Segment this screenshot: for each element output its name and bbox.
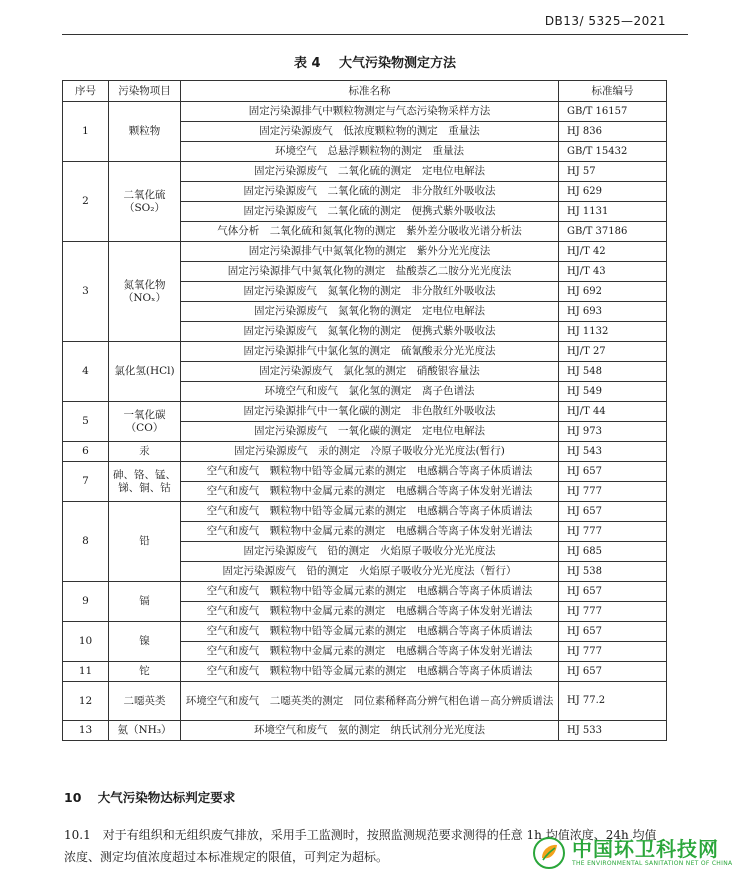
row-number: 4 [63,342,109,402]
row-number: 7 [63,462,109,502]
pollutant-item [109,662,181,682]
standard-name: 固定污染源废气 二氧化硫的测定 定电位电解法 [181,162,559,182]
watermark-subtext: THE ENVIRONMENTAL SANITATION NET OF CHINA [572,860,733,867]
standard-code: HJ 657 [559,622,667,642]
pollutant-name-line: 汞 [139,445,150,458]
pollutant-name-line: （SO₂） [123,201,165,214]
col-header-pollutant: 污染物项目 [109,81,181,102]
standard-code: HJ 657 [559,462,667,482]
pollutant-name-line: 二噁英类 [123,694,166,707]
standard-name: 气体分析 二氧化硫和氮氧化物的测定 紫外差分吸收光谱分析法 [181,222,559,242]
pollutant-item [109,622,181,662]
row-number: 6 [63,442,109,462]
standard-name: 固定污染源废气 铅的测定 火焰原子吸收分光光度法 [181,542,559,562]
site-watermark [532,833,742,873]
standard-name: 固定污染源排气中氯化氢的测定 硫氰酸汞分光光度法 [181,342,559,362]
pollutant-name-line: 一氧化碳 [123,409,166,422]
row-number: 12 [63,682,109,721]
standard-code: HJ 973 [559,422,667,442]
table-row [63,662,667,682]
pollutant-item [109,402,181,442]
standard-code: HJ 693 [559,302,667,322]
row-number: 2 [63,162,109,242]
standard-name: 空气和废气 颗粒物中铅等金属元素的测定 电感耦合等离子体质谱法 [181,662,559,682]
standard-name: 空气和废气 颗粒物中铅等金属元素的测定 电感耦合等离子体质谱法 [181,622,559,642]
standard-name: 固定污染源废气 氮氧化物的测定 非分散红外吸收法 [181,282,559,302]
paragraph-10-1: 10.1 对于有组织和无组织废气排放，采用手工监测时，按照监测规范要求测得的任意 1h 均值浓度、24h 均值浓度、测定均值浓度超过本标准规定的限值，可判定为超标。 [64,828,657,864]
pollutant-name-line: 镉 [139,595,150,608]
table-row [63,242,667,262]
table-header-row [63,81,667,102]
pollutant-name-line: 铅 [139,535,150,548]
table-row [63,162,667,182]
standard-code: HJ/T 42 [559,242,667,262]
pollutant-name-line: 锑、铜、钴 [118,481,171,494]
col-header-standard-code: 标准编号 [559,81,667,102]
pollutant-item [109,502,181,582]
standard-name: 固定污染源废气 低浓度颗粒物的测定 重量法 [181,122,559,142]
standard-code: GB/T 16157 [559,102,667,122]
standard-code: HJ 77.2 [559,682,667,721]
standard-name: 固定污染源废气 二氧化硫的测定 便携式紫外吸收法 [181,202,559,222]
standard-name: 环境空气和废气 二噁英类的测定 同位素稀释高分辨气相色谱－高分辨质谱法 [181,682,559,721]
section-heading [64,788,235,806]
table-row [63,402,667,422]
pollutant-name-line: 砷、铬、锰、 [113,469,176,482]
section-title: 大气污染物达标判定要求 [97,790,236,805]
pollutant-name-line: 颗粒物 [128,125,161,138]
standard-name: 固定污染源废气 氮氧化物的测定 便携式紫外吸收法 [181,322,559,342]
standard-name: 固定污染源排气中氮氧化物的测定 紫外分光光度法 [181,242,559,262]
row-number: 11 [63,662,109,682]
table-row [63,442,667,462]
standard-code: HJ 777 [559,602,667,622]
pollutant-item [109,462,181,502]
standard-code: HJ 1132 [559,322,667,342]
table-row [63,342,667,362]
pollutant-name-line: 氮氧化物 [123,279,166,292]
pollutant-item [109,682,181,721]
standard-code: HJ 549 [559,382,667,402]
leaf-logo-icon [532,836,566,870]
standard-name: 固定污染源废气 汞的测定 冷原子吸收分光光度法(暂行) [181,442,559,462]
standard-name: 环境空气和废气 氯化氢的测定 离子色谱法 [181,382,559,402]
standard-name: 固定污染源废气 铅的测定 火焰原子吸收分光光度法（暂行） [181,562,559,582]
standard-name: 固定污染源废气 氮氧化物的测定 定电位电解法 [181,302,559,322]
methods-table-body [63,102,667,741]
standard-code: HJ/T 44 [559,402,667,422]
table-caption [0,52,750,71]
standard-code: HJ 657 [559,582,667,602]
pollutant-name-line: 铊 [139,665,150,678]
section-number: 10 [64,790,82,805]
document-code: DB13/ 5325—2021 [544,14,666,28]
standard-name: 空气和废气 颗粒物中金属元素的测定 电感耦合等离子体发射光谱法 [181,482,559,502]
standard-name: 固定污染源排气中颗粒物测定与气态污染物采样方法 [181,102,559,122]
standard-name: 空气和废气 颗粒物中铅等金属元素的测定 电感耦合等离子体质谱法 [181,462,559,482]
standard-code: GB/T 15432 [559,142,667,162]
row-number: 8 [63,502,109,582]
pollutant-item [109,442,181,462]
standard-name: 固定污染源废气 二氧化硫的测定 非分散红外吸收法 [181,182,559,202]
methods-table [62,80,667,741]
pollutant-name-line: 镍 [139,635,150,648]
standard-name: 空气和废气 颗粒物中金属元素的测定 电感耦合等离子体发射光谱法 [181,642,559,662]
pollutant-item [109,342,181,402]
table-row [63,721,667,741]
standard-name: 固定污染源排气中氮氧化物的测定 盐酸萘乙二胺分光光度法 [181,262,559,282]
standard-name: 空气和废气 颗粒物中铅等金属元素的测定 电感耦合等离子体质谱法 [181,502,559,522]
header-rule [62,34,688,35]
pollutant-name-line: 氨（NH₃） [117,724,172,737]
watermark-text: 中国环卫科技网 [572,837,719,861]
table-caption-title: 大气污染物测定方法 [339,56,457,71]
table-row [63,622,667,642]
row-number: 5 [63,402,109,442]
standard-code: HJ 777 [559,482,667,502]
standard-name: 空气和废气 颗粒物中铅等金属元素的测定 电感耦合等离子体质谱法 [181,582,559,602]
standard-code: HJ 777 [559,522,667,542]
col-header-no: 序号 [63,81,109,102]
pollutant-item [109,582,181,622]
standard-code: HJ 548 [559,362,667,382]
standard-code: GB/T 37186 [559,222,667,242]
pollutant-name-line: 氯化氢(HCl) [114,365,175,378]
row-number: 1 [63,102,109,162]
pollutant-name-line: （CO） [125,421,164,434]
table-row [63,582,667,602]
standard-code: HJ 1131 [559,202,667,222]
table-caption-number: 表 4 [293,56,321,71]
pollutant-name-line: （NOₓ） [122,291,167,304]
table-row [63,462,667,482]
standard-code: HJ 57 [559,162,667,182]
pollutant-item [109,242,181,342]
table-row [63,102,667,122]
watermark-text-block [572,838,732,868]
standard-name: 固定污染源排气中一氧化碳的测定 非色散红外吸收法 [181,402,559,422]
row-number: 10 [63,622,109,662]
standard-code: HJ 657 [559,502,667,522]
standard-name: 环境空气和废气 氨的测定 纳氏试剂分光光度法 [181,721,559,741]
standard-code: HJ 692 [559,282,667,302]
pollutant-item [109,102,181,162]
standard-name: 空气和废气 颗粒物中金属元素的测定 电感耦合等离子体发射光谱法 [181,522,559,542]
standard-code: HJ 836 [559,122,667,142]
standard-code: HJ 543 [559,442,667,462]
row-number: 13 [63,721,109,741]
row-number: 9 [63,582,109,622]
standard-code: HJ/T 43 [559,262,667,282]
standard-code: HJ 629 [559,182,667,202]
standard-code: HJ 538 [559,562,667,582]
pollutant-item [109,721,181,741]
standard-name: 固定污染源废气 一氧化碳的测定 定电位电解法 [181,422,559,442]
standard-code: HJ 685 [559,542,667,562]
standard-code: HJ 533 [559,721,667,741]
pollutant-item [109,162,181,242]
col-header-standard-name: 标准名称 [181,81,559,102]
standard-name: 环境空气 总悬浮颗粒物的测定 重量法 [181,142,559,162]
pollutant-name-line: 二氧化硫 [123,189,166,202]
standard-code: HJ 657 [559,662,667,682]
table-row [63,502,667,522]
row-number: 3 [63,242,109,342]
standard-code: HJ/T 27 [559,342,667,362]
table-row [63,682,667,721]
standard-name: 固定污染源废气 氯化氢的测定 硝酸银容量法 [181,362,559,382]
standard-code: HJ 777 [559,642,667,662]
standard-name: 空气和废气 颗粒物中金属元素的测定 电感耦合等离子体发射光谱法 [181,602,559,622]
